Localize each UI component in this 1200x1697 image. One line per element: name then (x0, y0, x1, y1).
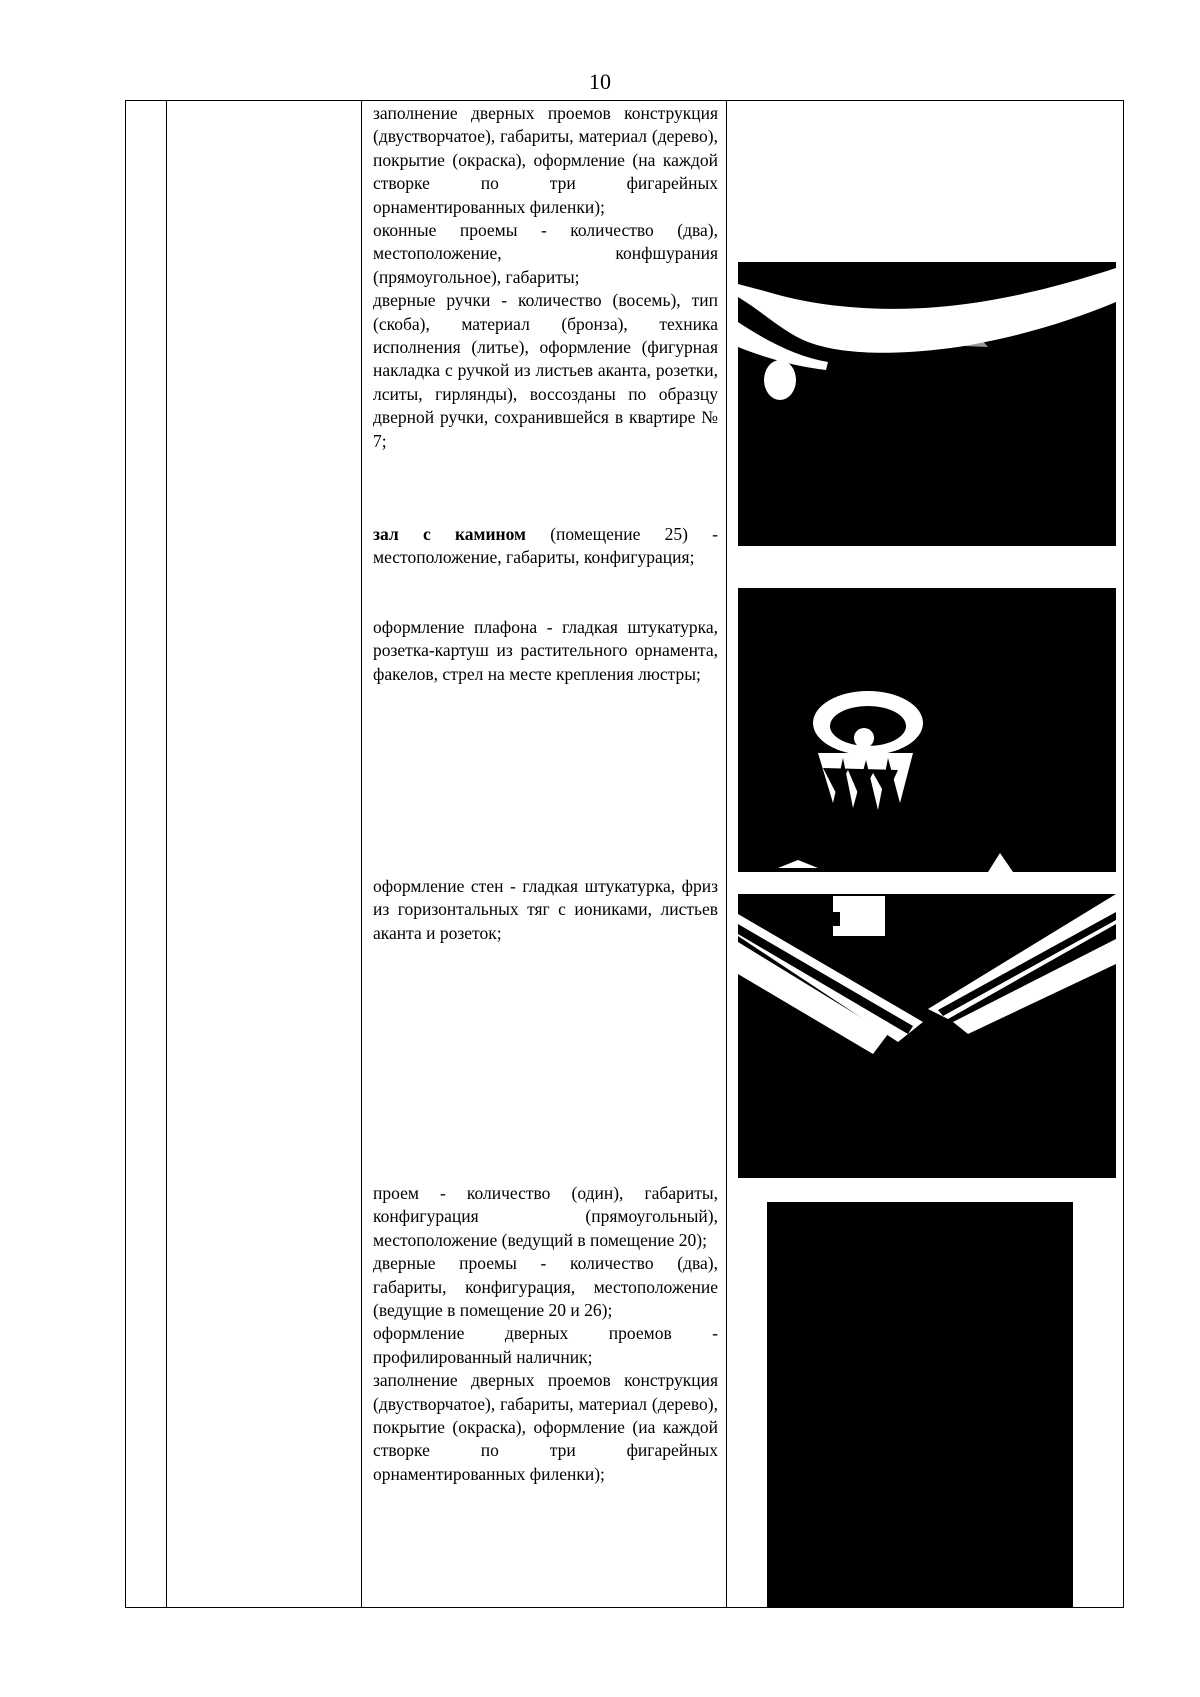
paragraph: оформление дверных проемов - профилированный наличник; (373, 1323, 718, 1367)
paragraph: заполнение дверных проемов конструкция (двустворчатое), габариты, материал (дерево), покрытие (окраска), оформление (иа каждой створке по три фигарейных орнаментированных филенки); (373, 1370, 718, 1484)
column-divider (726, 101, 727, 1607)
paragraph: оконные проемы - количество (два), местоположение, конфшурания (прямоугольное), габариты; (373, 220, 718, 287)
paragraph: дверные проемы - количество (два), габариты, конфигурация, местоположение (ведущие в помещение 20 и 26); (373, 1253, 718, 1321)
room-title: зал с камином (373, 524, 526, 544)
photo-wall-frieze (738, 894, 1116, 1178)
text-block-doors-windows-handles (373, 102, 718, 453)
photo-doorway (767, 1202, 1073, 1608)
paragraph: дверные ручки - количество (восемь), тип (скоба), материал (бронза), техника исполнения (литье), оформление (фигурная накладка с ручкой из листьев аканта, розетки, лситы, гирлянды), воссозданы по образцу дверной ручки, сохранившейся в квартире № 7; (373, 290, 718, 451)
text-block-fireplace-hall (373, 523, 718, 570)
photo-ceiling-rosette (738, 588, 1116, 872)
page-number: 10 (589, 69, 611, 94)
photo-door-handle (738, 262, 1116, 546)
paragraph: проем - количество (один), габариты, конфигурация (прямоугольный), местоположение (ведущий в помещение 20); (373, 1183, 718, 1250)
column-divider (166, 101, 167, 1607)
room-description: (помещение 25) - местоположение, габариты, конфигурация; (373, 524, 718, 568)
text-block-openings (373, 1182, 718, 1486)
text-block-walls: оформление стен - гладкая штукатурка, фриз из горизонтальных тяг с иониками, листьев аканта и розеток; (373, 876, 718, 943)
paragraph: заполнение дверных проемов конструкция (двустворчатое), габариты, материал (дерево), покрытие (окраска), оформление (на каждой створке по три фигарейных орнаментированных филенки); (373, 103, 718, 217)
column-divider (361, 101, 362, 1607)
text-block-ceiling: оформление плафона - гладкая штукатурка, розетка-картуш из растительного орнамента, факелов, стрел на месте крепления люстры; (373, 617, 718, 684)
